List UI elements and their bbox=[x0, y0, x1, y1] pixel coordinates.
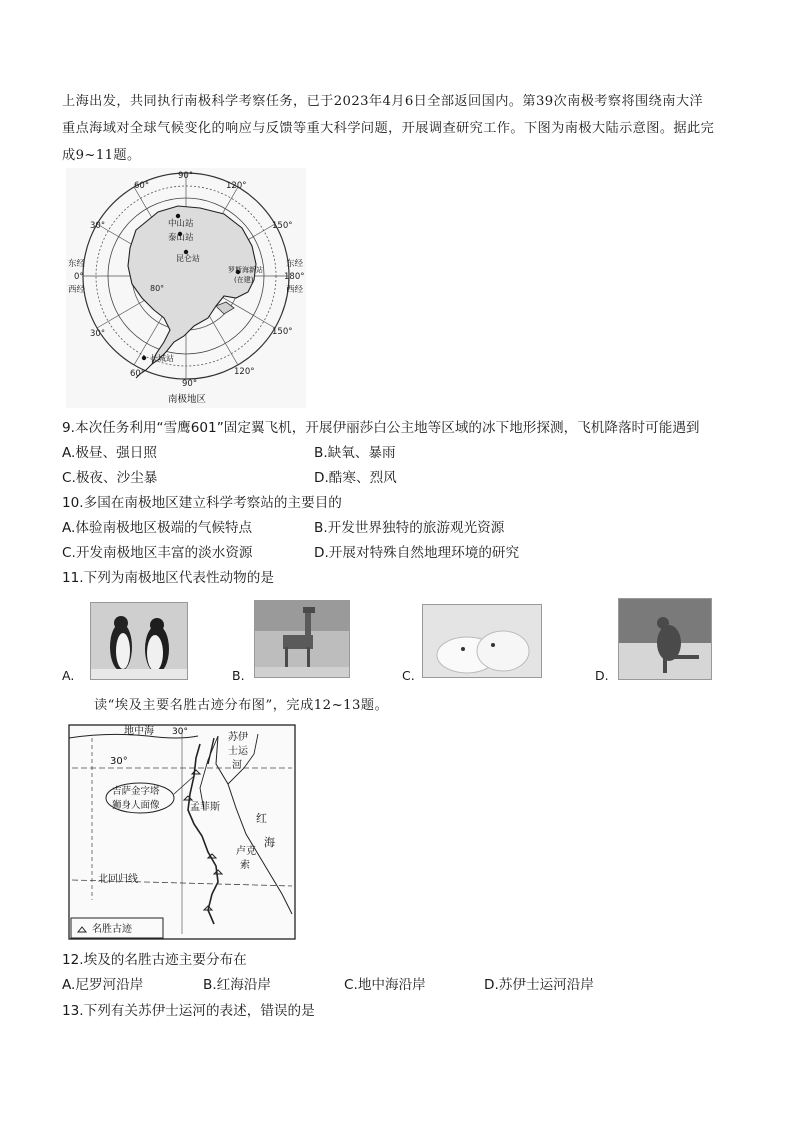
suez-label-1: 苏伊 bbox=[228, 732, 248, 743]
station-kunlun-label: 昆仑站 bbox=[176, 254, 200, 263]
penguin-photo[interactable] bbox=[90, 602, 188, 680]
question-11-option-b[interactable]: B. bbox=[232, 668, 245, 683]
west-label-right: 西经 bbox=[286, 285, 304, 295]
station-ross-label: 罗斯海新站 bbox=[228, 266, 263, 274]
question-12-option-a[interactable]: A.尼罗河沿岸 bbox=[62, 977, 144, 993]
lon-label-left-upper: 30° bbox=[90, 221, 106, 231]
east-label-right: 东经 bbox=[286, 259, 304, 269]
antarctic-map bbox=[66, 168, 306, 408]
lon-label-right-upper: 150° bbox=[272, 221, 293, 231]
west-label-left: 西经 bbox=[68, 285, 86, 295]
luxor-label-1: 卢克 bbox=[236, 846, 256, 857]
question-10-option-b[interactable]: B.开发世界独特的旅游观光资源 bbox=[314, 520, 505, 536]
question-11-option-d[interactable]: D. bbox=[595, 668, 609, 683]
question-10-option-c[interactable]: C.开发南极地区丰富的淡水资源 bbox=[62, 545, 253, 561]
giraffe-image bbox=[255, 601, 349, 677]
intro-line-1: 上海出发，共同执行南极科学考察任务，已于2023年4月6日全部返回国内。第39次南极考察将围绕南大洋 bbox=[62, 94, 703, 109]
redsea-label-2: 海 bbox=[264, 836, 275, 849]
lon-label-top: 90° bbox=[178, 171, 194, 181]
lead-q12-13: 读“埃及主要名胜古迹分布图”，完成12~13题。 bbox=[94, 698, 389, 713]
east-label-left: 东经 bbox=[68, 259, 86, 269]
lon-label-bottom-left: 60° bbox=[130, 369, 146, 379]
suez-label-2: 士运 bbox=[228, 746, 248, 757]
station-taishan-label: 泰山站 bbox=[168, 233, 194, 243]
pyramid-label-2: 狮身人面像 bbox=[112, 800, 160, 811]
polar-bear-photo[interactable] bbox=[422, 604, 542, 678]
lat-80-label: 80° bbox=[150, 284, 165, 293]
question-11-option-c[interactable]: C. bbox=[402, 668, 415, 683]
egypt-map bbox=[68, 724, 296, 940]
question-10-stem: 10.多国在南极地区建立科学考察站的主要目的 bbox=[62, 495, 342, 511]
tropic-label: 北回归线 bbox=[98, 874, 138, 885]
luxor-label-2: 索 bbox=[240, 860, 250, 871]
station-ross-note: (在建) bbox=[234, 276, 254, 284]
memphis-label: 孟菲斯 bbox=[190, 802, 220, 813]
lon-label-right-lower: 150° bbox=[272, 327, 293, 337]
lon-label-bottom-right: 120° bbox=[234, 367, 255, 377]
question-9-stem: 9.本次任务利用“雪鹰601”固定翼飞机，开展伊丽莎白公主地等区域的冰下地形探测，飞机降落时可能遇到 bbox=[62, 420, 700, 436]
question-10-option-a[interactable]: A.体验南极地区极端的气候特点 bbox=[62, 520, 253, 536]
station-changcheng-label: 长城站 bbox=[150, 354, 174, 363]
question-12-option-c[interactable]: C.地中海沿岸 bbox=[344, 977, 426, 993]
map-caption: 南极地区 bbox=[168, 394, 207, 405]
question-9-option-a[interactable]: A.极昼、强日照 bbox=[62, 445, 157, 461]
intro-line-3: 成9~11题。 bbox=[62, 148, 141, 163]
polar-bear-image bbox=[423, 605, 541, 677]
lon-label-top-right: 120° bbox=[226, 181, 247, 191]
lon-label-bottom: 90° bbox=[182, 379, 198, 389]
question-11-option-a[interactable]: A. bbox=[62, 668, 75, 683]
question-12-option-b[interactable]: B.红海沿岸 bbox=[203, 977, 272, 993]
question-12-option-d[interactable]: D.苏伊士运河沿岸 bbox=[484, 977, 594, 993]
zero-label: 0° bbox=[74, 272, 84, 282]
question-9-option-c[interactable]: C.极夜、沙尘暴 bbox=[62, 470, 158, 486]
question-13-stem: 13.下列有关苏伊士运河的表述，错误的是 bbox=[62, 1003, 315, 1019]
suez-label-3: 河 bbox=[232, 760, 242, 771]
kangaroo-photo[interactable] bbox=[618, 598, 712, 680]
station-zhongshan-label: 中山站 bbox=[168, 219, 194, 229]
question-9-option-d[interactable]: D.酷寒、烈风 bbox=[314, 470, 397, 486]
redsea-label-1: 红 bbox=[256, 812, 267, 825]
intro-paragraph bbox=[62, 88, 738, 169]
question-10-option-d[interactable]: D.开展对特殊自然地理环境的研究 bbox=[314, 545, 520, 561]
legend-label: 名胜古迹 bbox=[92, 924, 132, 935]
giraffe-photo[interactable] bbox=[254, 600, 350, 678]
penguin-image bbox=[91, 603, 187, 679]
lon-label-top-left: 60° bbox=[134, 181, 150, 191]
question-9-option-b[interactable]: B.缺氧、暴雨 bbox=[314, 445, 396, 461]
lon-label-left-lower: 30° bbox=[90, 329, 106, 339]
question-12-stem: 12.埃及的名胜古迹主要分布在 bbox=[62, 952, 247, 968]
one-eighty-label: 180° bbox=[284, 272, 305, 282]
sea-med-label: 地中海 bbox=[124, 726, 154, 737]
question-11-stem: 11.下列为南极地区代表性动物的是 bbox=[62, 570, 274, 586]
kangaroo-image bbox=[619, 599, 711, 679]
lat30-left-label: 30° bbox=[110, 756, 128, 767]
intro-line-2: 重点海域对全球气候变化的响应与反馈等重大科学问题，开展调查研究工作。下图为南极大陆示意图。据此完 bbox=[62, 121, 715, 136]
lat30-top-label: 30° bbox=[172, 727, 188, 737]
pyramid-label-1: 吉萨金字塔 bbox=[112, 786, 160, 797]
